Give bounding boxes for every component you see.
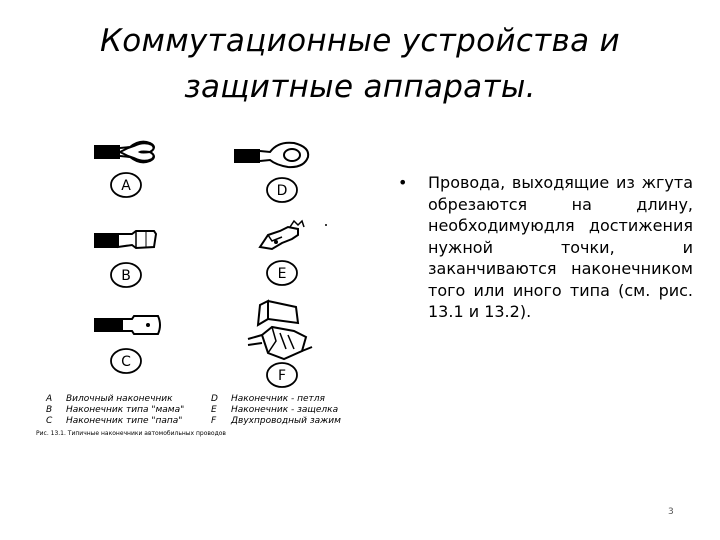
- legend-key-e: E: [211, 405, 217, 415]
- circle-label-a-text: A: [121, 178, 131, 194]
- slide-title: [40, 18, 680, 110]
- circle-label-e-text: E: [277, 266, 287, 282]
- legend-key-f: F: [211, 416, 217, 426]
- circle-label-a: [111, 173, 141, 197]
- bullet-item: [398, 172, 693, 323]
- circle-label-c: [111, 349, 141, 373]
- figure-legend: [46, 394, 376, 427]
- bullet-marker: •: [398, 173, 408, 192]
- circle-label-d-text: D: [276, 183, 288, 199]
- legend-label-b: Наконечник типа "мама": [66, 405, 185, 415]
- terminals-illustration: [36, 135, 376, 395]
- two-wire-clamp-icon: [248, 301, 312, 359]
- legend-label-a: Вилочный наконечник: [66, 394, 173, 404]
- male-terminal-icon: [94, 316, 160, 334]
- circle-label-b: [111, 263, 141, 287]
- circle-label-f-text: F: [277, 368, 287, 384]
- legend-label-d: Наконечник - петля: [231, 394, 325, 404]
- fork-terminal-icon: [94, 142, 154, 163]
- legend-key-d: D: [211, 394, 218, 404]
- circle-label-d: [267, 178, 297, 202]
- legend-key-c: C: [46, 416, 53, 426]
- legend-key-a: A: [46, 394, 53, 404]
- legend-label-e: Наконечник - защелка: [231, 405, 339, 415]
- circle-label-c-text: C: [121, 354, 131, 370]
- legend-key-b: B: [46, 405, 53, 415]
- circle-label-f: [267, 363, 297, 387]
- female-terminal-icon: [94, 231, 156, 248]
- slide-title-line-2: защитные аппараты.: [184, 69, 536, 105]
- slide-title-line-1: Коммутационные устройства и: [99, 23, 620, 59]
- page-number: 3: [668, 507, 674, 517]
- ring-terminal-icon: [234, 143, 308, 167]
- latch-terminal-icon: [260, 221, 327, 249]
- circle-label-b-text: B: [121, 268, 131, 284]
- legend-label-f: Двухпроводный зажим: [231, 416, 341, 426]
- figure-caption: Рис. 13.1. Типичные наконечники автомобильных проводов: [36, 430, 226, 437]
- legend-label-c: Наконечник типе "папа": [66, 416, 183, 426]
- terminals-figure: [36, 135, 376, 445]
- bullet-text: Провода, выходящие из жгута обрезаются на длину, необходимуюдля достижения нужной точки, и заканчиваются наконечником того или иного типа (см. рис. 13.1 и 13.2).: [428, 173, 693, 321]
- circle-label-e: [267, 261, 297, 285]
